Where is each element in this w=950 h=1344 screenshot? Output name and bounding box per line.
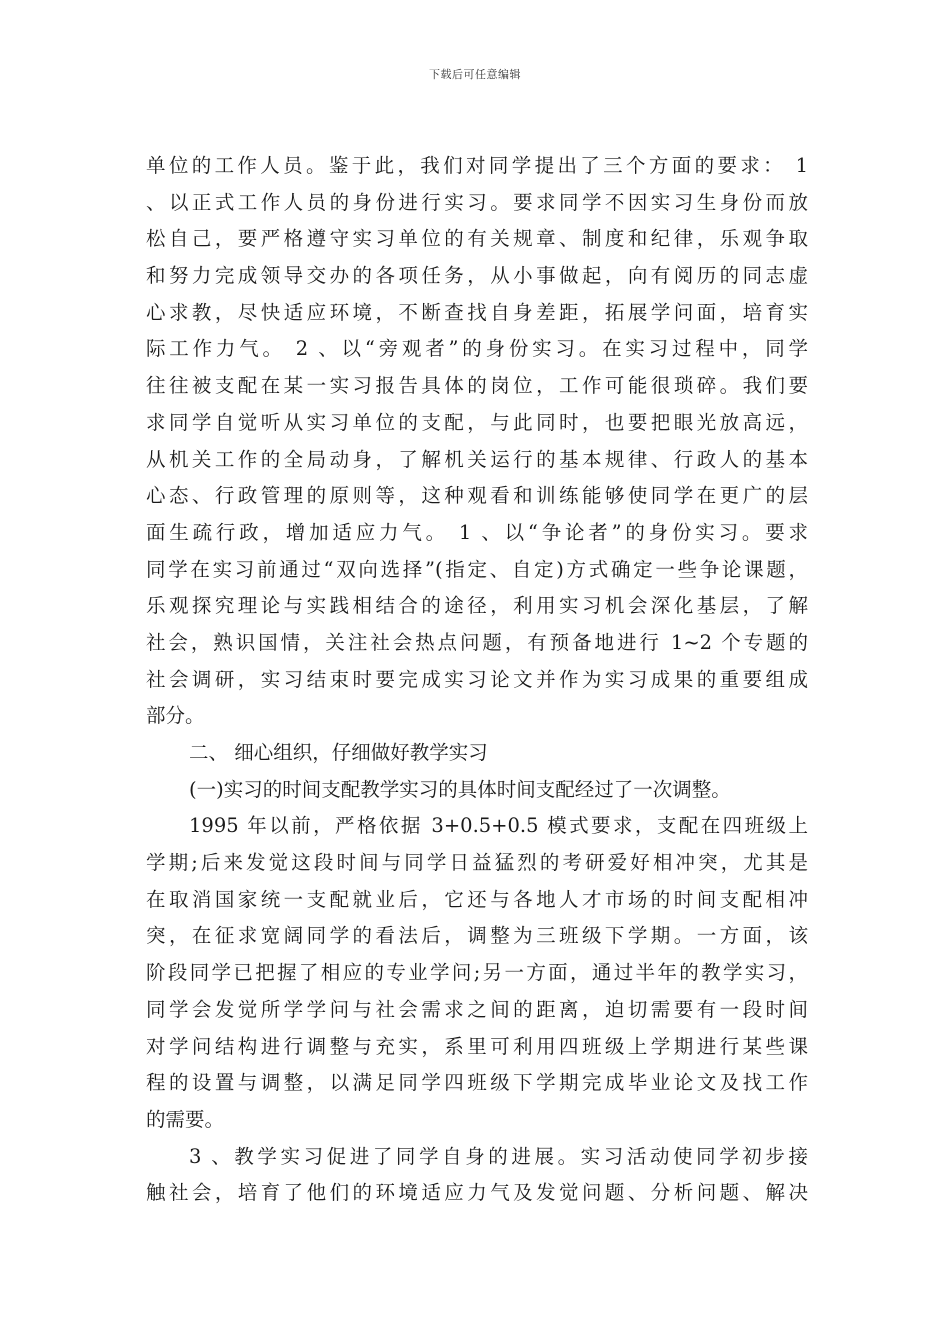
text-line: 和努力完成领导交办的各项任务，从小事做起，向有阅历的同志虚: [146, 264, 808, 288]
text-line: 心求教，尽快适应环境，不断查找自身差距，拓展学问面，培育实: [146, 300, 808, 324]
text-line: 、以正式工作人员的身份进行实习。要求同学不因实习生身份而放: [146, 190, 808, 214]
text-line: 程的设置与调整，以满足同学四班级下学期完成毕业论文及找工作: [146, 1071, 808, 1095]
text-line: 3 、教学实习促进了同学自身的进展。实习活动使同学初步接: [189, 1144, 808, 1168]
text-line: 松自己，要严格遵守实习单位的有关规章、制度和纪律，乐观争取: [146, 227, 808, 251]
text-line: 的需要。: [146, 1107, 225, 1131]
text-line: 部分。: [146, 704, 205, 728]
text-line: 同学会发觉所学学问与社会需求之间的距离，迫切需要有一段时间: [146, 997, 808, 1021]
text-line: 面生疏行政，增加适应力气。 1 、以“争论者”的身份实习。要求: [146, 520, 808, 544]
text-line: 阶段同学已把握了相应的专业学问;另一方面，通过半年的教学实习，: [146, 961, 808, 985]
text-line: 际工作力气。 2 、以“旁观者”的身份实习。在实习过程中，同学: [146, 337, 808, 361]
text-line: 在取消国家统一支配就业后，它还与各地人才市场的时间支配相冲: [146, 887, 808, 911]
text-line: 心态、行政管理的原则等，这种观看和训练能够使同学在更广的层: [146, 484, 808, 508]
document-body: [146, 148, 808, 1212]
text-line: 乐观探究理论与实践相结合的途径，利用实习机会深化基层，了解: [146, 594, 808, 618]
text-line: 社会，熟识国情，关注社会热点问题，有预备地进行 1~2 个专题的: [146, 630, 808, 654]
text-line: 单位的工作人员。鉴于此，我们对同学提出了三个方面的要求： 1: [146, 154, 808, 177]
text-line: (一)实习的时间支配教学实习的具体时间支配经过了一次调整。: [189, 777, 731, 801]
text-line: 往往被支配在某一实习报告具体的岗位，工作可能很琐碎。我们要: [146, 374, 808, 398]
text-line: 对学问结构进行调整与充实，系里可利用四班级上学期进行某些课: [146, 1034, 808, 1058]
page-header: 下载后可任意编辑: [429, 68, 521, 81]
text-line: 触社会，培育了他们的环境适应力气及发觉问题、分析问题、解决: [146, 1181, 808, 1205]
text-line: 1995 年以前，严格依据 3+0.5+0.5 模式要求，支配在四班级上: [189, 814, 808, 838]
text-line: 求同学自觉听从实习单位的支配，与此同时，也要把眼光放高远，: [146, 410, 808, 434]
text-line: 学期;后来发觉这段时间与同学日益猛烈的考研爱好相冲突，尤其是: [146, 851, 808, 875]
text-line: 社会调研，实习结束时要完成实习论文并作为实习成果的重要组成: [146, 667, 808, 691]
text-line: 二、 细心组织，仔细做好教学实习: [189, 741, 488, 764]
text-line: 突，在征求宽阔同学的看法后，调整为三班级下学期。一方面，该: [146, 924, 808, 948]
text-line: 从机关工作的全局动身，了解机关运行的基本规律、行政人的基本: [146, 447, 808, 471]
text-line: 同学在实习前通过“双向选择”(指定、自定)方式确定一些争论课题，: [146, 557, 808, 581]
